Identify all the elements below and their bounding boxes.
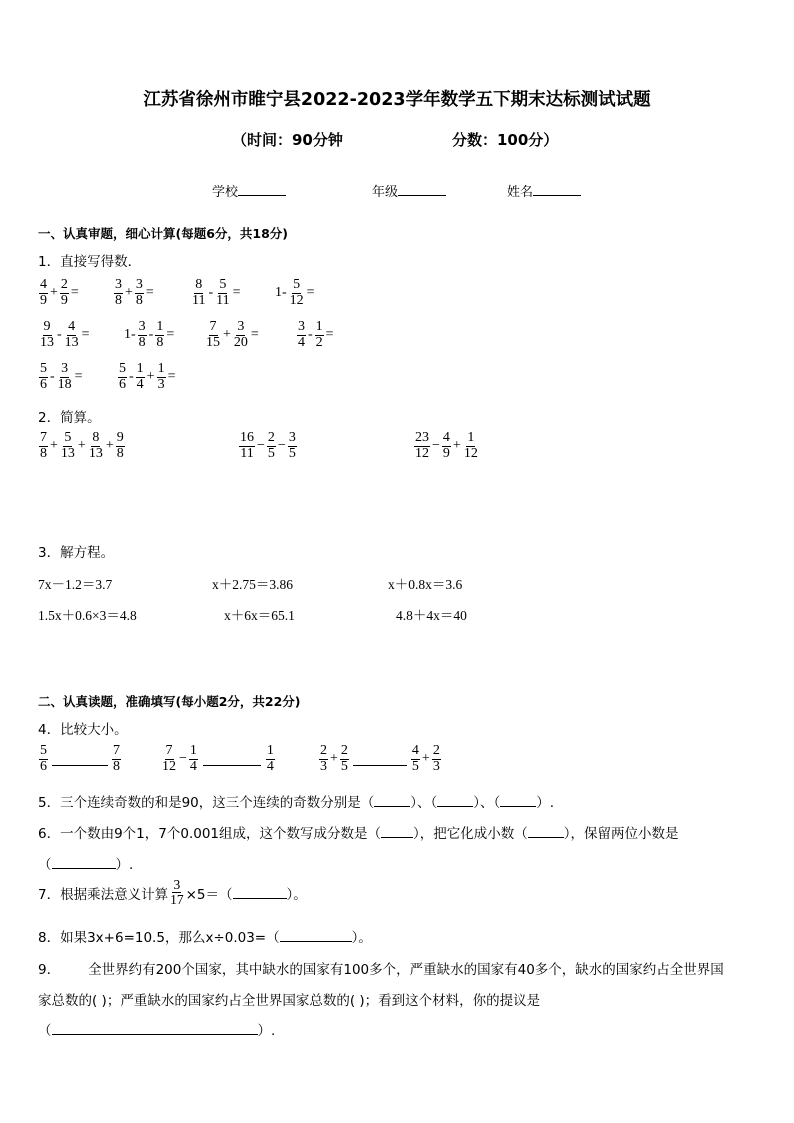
fraction — [135, 362, 146, 392]
q6 — [38, 822, 679, 842]
q6-line2 — [38, 853, 133, 873]
denominator: 8 — [116, 445, 124, 461]
denominator: 9 — [40, 292, 47, 308]
numerator: 8 — [92, 430, 100, 445]
numerator: 16 — [240, 430, 254, 445]
operator: − — [277, 438, 286, 454]
numerator: 4 — [442, 430, 450, 445]
grade-field — [372, 181, 446, 200]
operator: + — [50, 285, 58, 301]
fraction — [265, 744, 276, 774]
q1-expr — [38, 278, 80, 308]
fraction — [115, 431, 126, 461]
numerator: 5 — [64, 430, 72, 445]
q5-text: 5．三个连续奇数的和是90，这三个连续的奇数分别是（ — [38, 795, 375, 811]
q2-expr — [413, 431, 480, 461]
q8-text: 8．如果3x+6=10.5，那么x÷0.03=（ — [38, 930, 280, 946]
equation: 7x－1.2＝3.7 — [38, 577, 113, 592]
numerator: 5 — [119, 361, 126, 376]
fraction — [154, 320, 165, 350]
q6-text: 6．一个数由9个1，7个0.001组成，这个数写成分数是（ — [38, 826, 382, 842]
fraction — [462, 431, 480, 461]
operator: − — [179, 751, 187, 767]
section1-heading: 一、认真审题，细心计算(每题6分，共18分) — [38, 226, 289, 241]
denominator: 5 — [340, 758, 348, 774]
operator: = — [306, 285, 315, 301]
q1-expr — [113, 278, 155, 308]
denominator: 17 — [170, 892, 184, 908]
q1-expr — [38, 362, 84, 392]
denominator: 18 — [57, 376, 72, 392]
operator: 1- — [275, 285, 287, 301]
numerator: 3 — [173, 877, 181, 892]
compare-left — [38, 744, 49, 774]
section2-heading: 二、认真读题，准确填写(每小题2分，共22分) — [38, 694, 301, 709]
q9-line3 — [38, 1019, 275, 1039]
denominator: 15 — [206, 334, 220, 350]
fraction — [318, 744, 329, 774]
q9-number: 9． — [38, 962, 61, 978]
denominator: 8 — [138, 334, 146, 350]
q7-text: ×5＝（ — [185, 886, 233, 903]
numerator: 2 — [340, 743, 348, 758]
numerator: 9 — [116, 430, 124, 445]
fraction — [111, 744, 122, 774]
denominator: 6 — [40, 758, 47, 774]
numerator: 4 — [68, 319, 76, 334]
q5-sep: ）、（ — [410, 795, 438, 811]
operator: = — [81, 327, 90, 343]
fraction — [38, 278, 49, 308]
name-field — [507, 181, 581, 200]
q2-expr — [238, 431, 298, 461]
numerator: 3 — [237, 319, 245, 334]
paren-open: （ — [38, 1023, 52, 1039]
fraction — [204, 320, 222, 350]
denominator: 4 — [266, 758, 274, 774]
fraction — [38, 320, 56, 350]
operator: + — [223, 327, 231, 343]
school-field — [212, 181, 286, 200]
fraction — [441, 431, 452, 461]
paren-close: ）. — [115, 857, 134, 873]
answer-blank[interactable] — [437, 794, 473, 807]
q7-fraction — [168, 878, 186, 907]
fraction — [59, 431, 77, 461]
q1-expr — [296, 320, 335, 350]
q1-expr — [117, 362, 176, 392]
numerator: 3 — [138, 319, 146, 334]
operator: - — [308, 327, 313, 343]
numerator: 5 — [40, 743, 47, 758]
operator: − — [257, 438, 265, 454]
operator: = — [74, 369, 83, 385]
compare-right — [111, 744, 122, 774]
operator: = — [325, 327, 334, 343]
denominator: 11 — [216, 292, 230, 308]
q1-expr — [123, 320, 175, 350]
numerator: 4 — [40, 277, 47, 292]
q9-text: 全世界约有200个国家，其中缺水的国家有100多个，严重缺水的国家有40多个，缺水的国家约占全世界国 — [88, 962, 724, 978]
compare-blank[interactable] — [353, 753, 407, 766]
denominator: 11 — [240, 445, 254, 461]
denominator: 3 — [432, 758, 440, 774]
denominator: 12 — [162, 758, 176, 774]
numerator: 7 — [113, 743, 120, 758]
fraction — [339, 744, 350, 774]
denominator: 5 — [288, 445, 296, 461]
score-label: 分数：100分） — [452, 131, 559, 149]
operator: + — [125, 285, 133, 301]
answer-blank[interactable] — [280, 929, 352, 942]
name-blank[interactable] — [533, 183, 581, 196]
denominator: 20 — [233, 334, 248, 350]
denominator: 6 — [119, 376, 126, 392]
numerator: 8 — [195, 277, 203, 292]
numerator: 1 — [266, 743, 274, 758]
denominator: 13 — [40, 334, 54, 350]
compare-right — [265, 744, 276, 774]
denominator: 8 — [156, 334, 164, 350]
q6-text: ），保留两位小数是 — [563, 826, 679, 842]
operator: = — [232, 285, 241, 301]
operator: - — [50, 369, 55, 385]
denominator: 4 — [298, 334, 305, 350]
fraction — [117, 362, 128, 392]
numerator: 5 — [219, 277, 227, 292]
fraction — [266, 431, 277, 461]
q1-expr — [38, 320, 91, 350]
numerator: 3 — [298, 319, 305, 334]
operator: - — [148, 327, 154, 343]
fraction — [56, 362, 74, 392]
fraction — [160, 744, 178, 774]
operator: = — [250, 327, 259, 343]
answer-blank[interactable] — [500, 794, 536, 807]
paren-open: （ — [38, 857, 52, 873]
q8-text-end: ）。 — [351, 930, 372, 946]
numerator: 3 — [115, 277, 122, 292]
equation: x＋6x＝65.1 — [224, 608, 295, 623]
answer-blank[interactable] — [381, 825, 413, 838]
q1-label: 1．直接写得数． — [38, 254, 142, 270]
compare-blank[interactable] — [203, 753, 261, 766]
numerator: 2 — [60, 277, 68, 292]
q1-expr — [204, 320, 260, 350]
numerator: 1 — [157, 361, 165, 376]
operator: + — [50, 438, 58, 454]
numerator: 5 — [293, 277, 301, 292]
fraction — [314, 320, 325, 350]
grade-label: 年级 — [372, 185, 399, 200]
paren-close: ）. — [257, 1023, 276, 1039]
operator: - — [208, 285, 214, 301]
denominator: 12 — [463, 445, 478, 461]
numerator: 2 — [320, 743, 327, 758]
q2-label: 2．简算。 — [38, 410, 101, 426]
fraction — [232, 320, 250, 350]
equation: 1.5x＋0.6×3＝4.8 — [38, 608, 137, 623]
name-label: 姓名 — [507, 185, 534, 200]
denominator: 4 — [136, 376, 144, 392]
fraction — [137, 320, 148, 350]
denominator: 8 — [115, 292, 122, 308]
school-blank[interactable] — [238, 183, 286, 196]
numerator: 7 — [209, 319, 217, 334]
numerator: 1 — [136, 361, 144, 376]
denominator: 3 — [157, 376, 165, 392]
denominator: 6 — [40, 376, 47, 392]
denominator: 8 — [113, 758, 120, 774]
numerator: 7 — [165, 743, 173, 758]
q1-expr — [274, 278, 316, 308]
operator: + — [421, 751, 430, 767]
denominator: 8 — [135, 292, 143, 308]
denominator: 11 — [192, 292, 206, 308]
fraction — [59, 278, 70, 308]
compare-blank[interactable] — [52, 753, 108, 766]
fraction — [287, 431, 298, 461]
numerator: 3 — [61, 361, 69, 376]
fraction — [87, 431, 105, 461]
q7-text-end: ）。 — [286, 886, 307, 903]
numerator: 1 — [156, 319, 164, 334]
numerator: 23 — [415, 430, 429, 445]
denominator: 2 — [315, 334, 323, 350]
denominator: 13 — [88, 445, 103, 461]
fraction — [188, 744, 199, 774]
operator: + — [105, 438, 114, 454]
numerator: 1 — [315, 319, 323, 334]
numerator: 3 — [288, 430, 296, 445]
equation: x＋0.8x＝3.6 — [388, 577, 463, 592]
numerator: 3 — [135, 277, 143, 292]
denominator: 12 — [289, 292, 304, 308]
fraction — [134, 278, 145, 308]
answer-blank[interactable] — [52, 856, 116, 869]
numerator: 5 — [40, 361, 47, 376]
q3-label: 3．解方程。 — [38, 545, 115, 561]
operator: - — [129, 369, 134, 385]
fraction — [288, 278, 306, 308]
answer-blank[interactable] — [528, 825, 564, 838]
fraction — [413, 431, 431, 461]
q5-sep: ）、（ — [473, 795, 501, 811]
numerator: 1 — [467, 430, 475, 445]
compare-item — [160, 744, 276, 774]
fraction — [63, 320, 81, 350]
q7 — [38, 878, 307, 907]
answer-blank[interactable] — [233, 886, 287, 899]
fraction — [296, 320, 307, 350]
denominator: 3 — [320, 758, 327, 774]
compare-item — [38, 744, 122, 774]
denominator: 5 — [267, 445, 275, 461]
q9-line2: 家总数的( )；严重缺水的国家约占全世界国家总数的( )；看到这个材料，你的提议是 — [38, 993, 541, 1009]
denominator: 13 — [60, 445, 75, 461]
compare-left — [318, 744, 350, 774]
page-title: 江苏省徐州市睢宁县2022-2023学年数学五下期末达标测试试题 — [143, 90, 651, 110]
operator: = — [166, 327, 175, 343]
fraction — [410, 744, 421, 774]
operator: = — [70, 285, 79, 301]
operator: + — [452, 438, 461, 454]
denominator: 4 — [189, 758, 197, 774]
fraction — [214, 278, 231, 308]
q4-label: 4．比较大小。 — [38, 722, 128, 738]
numerator: 7 — [40, 430, 47, 445]
compare-item — [318, 744, 442, 774]
q9-line1 — [38, 958, 724, 978]
equation: x＋2.75＝3.86 — [212, 577, 293, 592]
operator: = — [145, 285, 154, 301]
numerator: 9 — [43, 319, 51, 334]
operator: 1- — [124, 327, 136, 343]
q7-text: 7．根据乘法意义计算 — [38, 886, 169, 903]
q2-expr — [38, 431, 126, 461]
denominator: 9 — [442, 445, 450, 461]
school-label: 学校 — [212, 185, 239, 200]
fraction — [38, 431, 49, 461]
denominator: 12 — [415, 445, 429, 461]
time-label: （时间：90分钟 — [232, 131, 343, 149]
answer-blank[interactable] — [374, 794, 410, 807]
denominator: 5 — [411, 758, 419, 774]
operator: + — [146, 369, 155, 385]
grade-blank[interactable] — [398, 183, 446, 196]
numerator: 2 — [432, 743, 440, 758]
denominator: 9 — [60, 292, 68, 308]
numerator: 2 — [267, 430, 275, 445]
operator: + — [77, 438, 86, 454]
fraction — [38, 744, 49, 774]
operator: - — [57, 327, 62, 343]
q1-expr — [190, 278, 242, 308]
denominator: 13 — [64, 334, 79, 350]
q5-text-end: ）. — [536, 795, 555, 811]
q6-text: ），把它化成小数（ — [413, 826, 528, 842]
operator: = — [167, 369, 176, 385]
fraction — [156, 362, 167, 392]
fraction — [190, 278, 207, 308]
numerator: 1 — [189, 743, 197, 758]
q5 — [38, 791, 554, 811]
compare-left — [160, 744, 199, 774]
operator: + — [330, 751, 338, 767]
fraction — [113, 278, 124, 308]
fraction — [431, 744, 442, 774]
fraction — [238, 431, 256, 461]
numerator: 4 — [411, 743, 419, 758]
compare-right — [410, 744, 442, 774]
equation: 4.8＋4x＝40 — [396, 608, 467, 623]
q8 — [38, 926, 372, 946]
fraction — [38, 362, 49, 392]
operator: − — [432, 438, 440, 454]
answer-blank[interactable] — [52, 1022, 258, 1035]
denominator: 8 — [40, 445, 47, 461]
